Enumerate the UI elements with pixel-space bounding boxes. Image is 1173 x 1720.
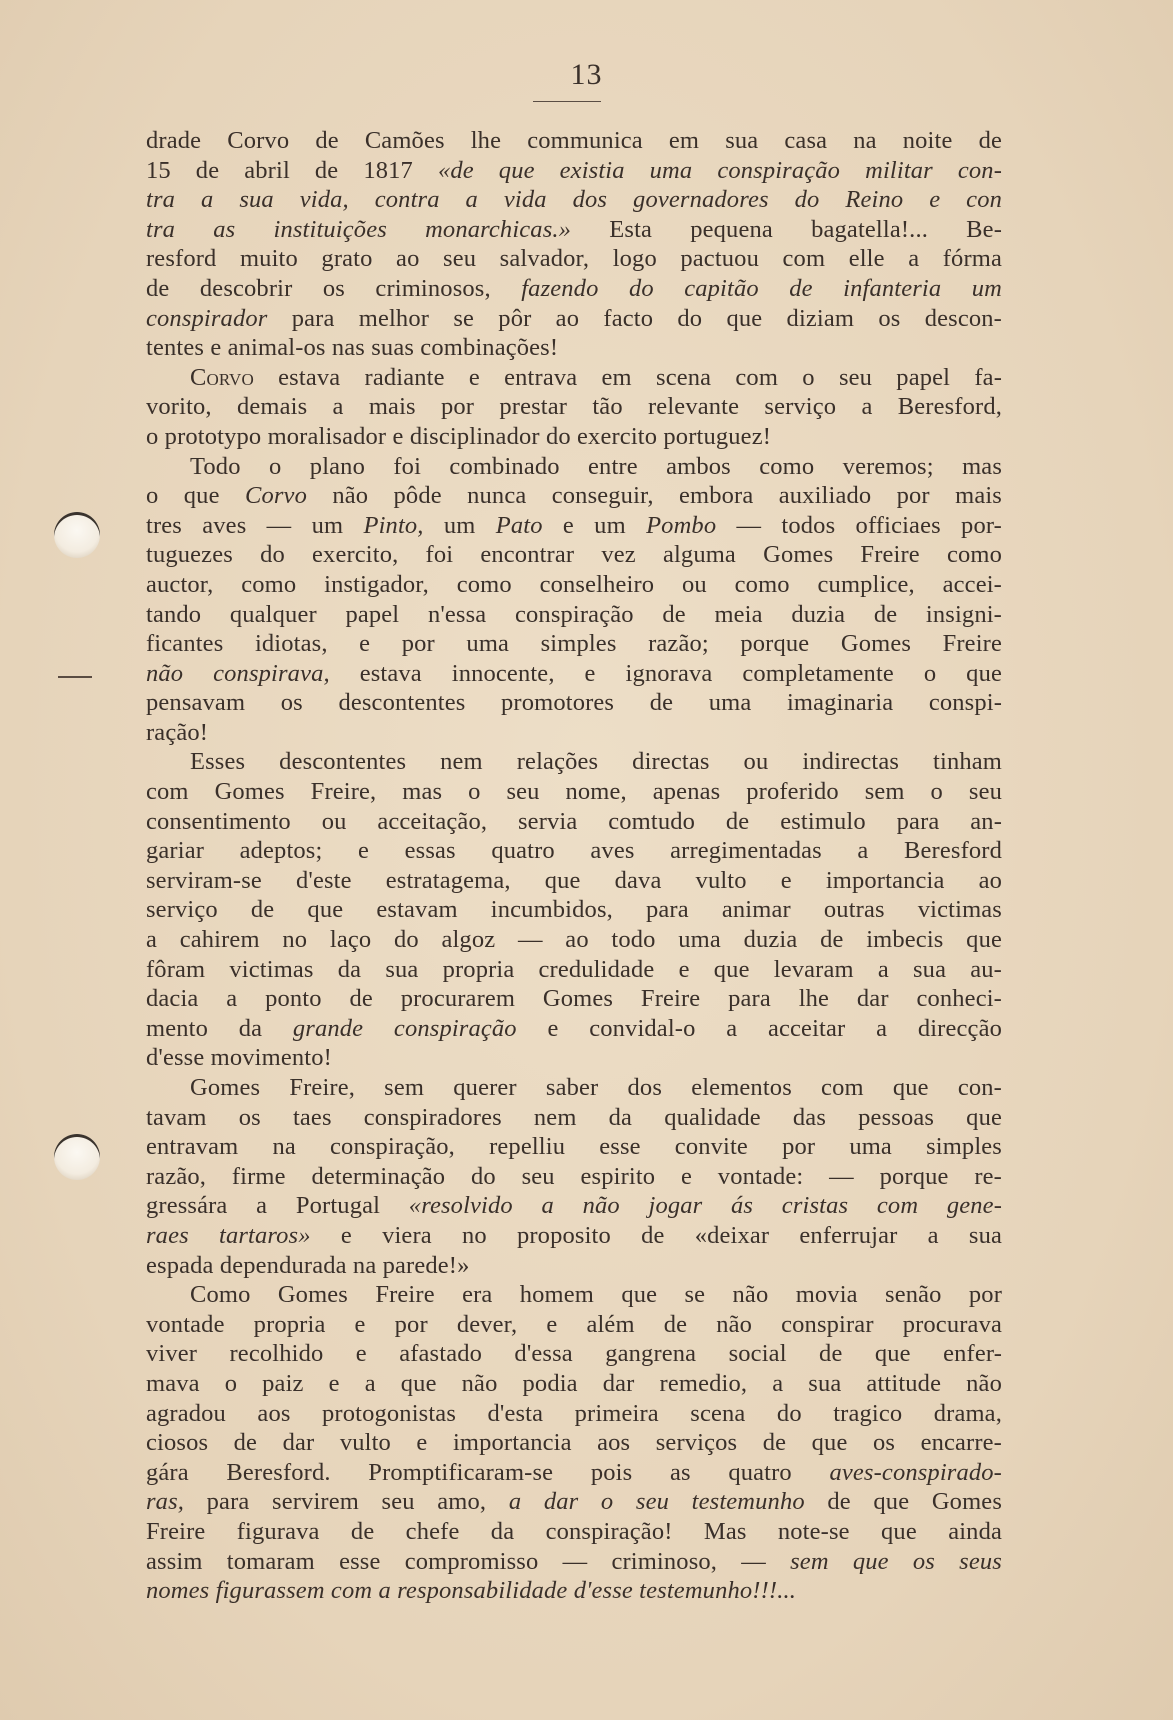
text-run: e um	[542, 511, 647, 539]
text-run: — todos officiaes por-	[716, 511, 1002, 539]
text-line	[146, 1339, 1002, 1369]
text-line	[146, 1103, 1002, 1133]
text-run: Corvo	[190, 363, 254, 391]
text-run: tando qualquer papel n'essa conspiração de meia duzia de insigni-	[146, 600, 1002, 628]
text-line	[146, 363, 1002, 393]
text-line	[146, 481, 1002, 511]
text-line	[146, 836, 1002, 866]
text-run: assim tomaram esse compromisso — criminoso, —	[146, 1547, 791, 1575]
text-line	[146, 1043, 1002, 1073]
text-run: ras,	[146, 1488, 185, 1516]
text-run: Gomes Freire, sem querer saber dos elementos com que con-	[190, 1074, 1002, 1101]
text-run: Esta pequena bagatella!... Be-	[571, 215, 1003, 243]
margin-mark	[58, 676, 92, 678]
body-text	[146, 126, 1002, 1606]
text-line	[146, 1458, 1002, 1488]
text-run: auctor, como instigador, como conselheiro ou como cumplice, accei-	[146, 570, 1002, 598]
text-line	[146, 452, 1002, 482]
page-number: 13	[570, 58, 603, 91]
text-run: Pinto,	[363, 511, 424, 539]
text-run: aves-conspirado-	[829, 1458, 1002, 1486]
text-run: 15 de abril de 1817	[146, 156, 438, 184]
text-line	[146, 1162, 1002, 1192]
text-run: Pombo	[646, 511, 717, 539]
text-run: e convidal-o a acceitar a direcção	[516, 1014, 1002, 1042]
text-run: consentimento ou acceitação, servia comtudo de estimulo para an-	[146, 807, 1002, 835]
text-run: gariar adeptos; e essas quatro aves arregimentadas a Beresford	[146, 837, 1002, 865]
text-run: de descobrir os criminosos,	[146, 274, 522, 302]
text-run: ração!	[146, 718, 209, 746]
page-number-rule	[533, 101, 601, 102]
text-line	[146, 629, 1002, 659]
text-line	[146, 1428, 1002, 1458]
text-run: entravam na conspiração, repelliu esse convite por uma simples	[146, 1133, 1002, 1161]
text-run: resford muito grato ao seu salvador, logo pactuou com elle a fórma	[146, 245, 1002, 273]
text-line	[146, 570, 1002, 600]
text-run: d'esse movimento!	[146, 1044, 332, 1072]
text-run: ciosos de dar vulto e importancia aos serviços de que os encarre-	[146, 1429, 1002, 1457]
text-line	[146, 333, 1002, 363]
text-line	[146, 1310, 1002, 1340]
text-run: tuguezes do exercito, foi encontrar vez alguma Gomes Freire como	[146, 541, 1002, 569]
text-run: para melhor se pôr ao facto do que diziam os descon-	[267, 304, 1002, 332]
text-run: «de que existia uma conspiração militar con-	[437, 156, 1002, 184]
text-run: nomes figurassem com a responsabilidade d'esse testemunho!!!...	[146, 1577, 797, 1605]
text-line	[146, 955, 1002, 985]
text-run: tra a sua vida, contra a vida dos governadores do Reino e con	[146, 186, 1002, 214]
text-run: raes tartaros»	[146, 1221, 311, 1249]
text-line	[146, 304, 1002, 334]
text-line	[146, 540, 1002, 570]
text-run: vontade propria e por dever, e além de não conspirar procurava	[146, 1310, 1002, 1338]
text-run: para servirem seu amo,	[184, 1488, 509, 1516]
text-line	[146, 659, 1002, 689]
text-run: vorito, demais a mais por prestar tão relevante serviço a Beresford,	[146, 393, 1002, 421]
text-line	[146, 925, 1002, 955]
text-line	[146, 1221, 1002, 1251]
text-run: mava o paiz e a que não podia dar remedio, a sua attitude não	[146, 1369, 1002, 1397]
text-run: Como Gomes Freire era homem que se não movia senão por	[190, 1281, 1002, 1309]
text-run: tavam os taes conspiradores nem da qualidade das pessoas que	[146, 1103, 1002, 1131]
text-line	[146, 1576, 1002, 1606]
text-line	[146, 1073, 1002, 1103]
text-line	[146, 215, 1002, 245]
text-line	[146, 747, 1002, 777]
text-line	[146, 718, 1002, 748]
text-run: mento da	[146, 1014, 293, 1042]
text-line	[146, 126, 1002, 156]
text-run: não conspirava,	[146, 659, 330, 687]
punch-hole-bottom	[54, 1134, 100, 1180]
text-run: com Gomes Freire, mas o seu nome, apenas proferido sem o seu	[146, 778, 1002, 806]
text-line	[146, 392, 1002, 422]
text-line	[146, 422, 1002, 452]
text-run: «resolvido a não jogar ás cristas com gene-	[408, 1192, 1003, 1220]
text-run: um	[423, 511, 496, 539]
text-line	[146, 1132, 1002, 1162]
text-run: a cahirem no laço do algoz — ao todo uma duzia de imbecis que	[146, 926, 1002, 954]
text-line	[146, 688, 1002, 718]
text-run: Todo o plano foi combinado entre ambos como veremos; mas	[190, 452, 1002, 480]
text-line	[146, 1280, 1002, 1310]
text-line	[146, 1547, 1002, 1577]
text-run: conspirador	[146, 304, 268, 332]
text-line	[146, 1369, 1002, 1399]
text-run: agradou aos protogonistas d'esta primeira scena do tragico drama,	[146, 1399, 1002, 1427]
text-line	[146, 866, 1002, 896]
text-run: estava innocente, e ignorava completamente o que	[329, 659, 1003, 687]
text-run: tres aves — um	[146, 511, 364, 539]
text-run: não pôde nunca conseguir, embora auxiliado por mais	[306, 482, 1002, 510]
text-run: viver recolhido e afastado d'essa gangrena social de que enfer-	[146, 1340, 1002, 1368]
text-run: a dar o seu testemunho	[508, 1488, 805, 1516]
text-line	[146, 1487, 1002, 1517]
text-run: o que	[146, 482, 245, 510]
text-line	[146, 807, 1002, 837]
text-run: fôram victimas da sua propria credulidade e que levaram a sua au-	[146, 955, 1002, 983]
text-line	[146, 777, 1002, 807]
text-line	[146, 274, 1002, 304]
text-run: estava radiante e entrava em scena com o seu papel fa-	[253, 363, 1002, 391]
text-run: razão, firme determinação do seu espirito e vontade: — porque re-	[146, 1162, 1002, 1190]
text-line	[146, 895, 1002, 925]
text-line	[146, 600, 1002, 630]
text-line	[146, 156, 1002, 186]
text-run: grande conspiração	[292, 1014, 517, 1042]
text-run: Esses descontentes nem relações directas ou indirectas tinham	[190, 748, 1002, 776]
text-run: ficantes idiotas, e por uma simples razão; porque Gomes Freire	[146, 630, 1002, 658]
text-line	[146, 984, 1002, 1014]
text-run: serviço de que estavam incumbidos, para animar outras victimas	[146, 896, 1002, 924]
text-run: fazendo do capitão de infanteria um	[521, 274, 1002, 302]
text-run: espada dependurada na parede!»	[146, 1251, 470, 1279]
punch-hole-top	[54, 512, 100, 558]
text-run: tentes e animal-os nas suas combinações!	[146, 334, 559, 362]
text-line	[146, 244, 1002, 274]
text-run: Freire figurava de chefe da conspiração! Mas note-se que ainda	[146, 1517, 1002, 1545]
text-run: tra as instituições monarchicas.»	[146, 215, 572, 243]
text-run: sem que os seus	[790, 1547, 1002, 1575]
text-run: drade Corvo de Camões lhe communica em sua casa na noite de	[146, 127, 1002, 154]
text-run: o prototypo moralisador e disciplinador do exercito portuguez!	[146, 422, 772, 450]
text-run: serviram-se d'este estratagema, que dava vulto e importancia ao	[146, 866, 1002, 894]
text-run: Pato	[495, 511, 543, 539]
text-run: Corvo	[244, 482, 307, 510]
text-run: gára Beresford. Promptificaram-se pois as quatro	[146, 1458, 830, 1486]
text-line	[146, 1014, 1002, 1044]
text-run: gressára a Portugal	[146, 1192, 409, 1220]
text-run: pensavam os descontentes promotores de uma imaginaria conspi-	[146, 689, 1002, 717]
text-line	[146, 511, 1002, 541]
text-line	[146, 1399, 1002, 1429]
text-line	[146, 1191, 1002, 1221]
text-line	[146, 1251, 1002, 1281]
text-line	[146, 1517, 1002, 1547]
text-run: e viera no proposito de «deixar enferrujar a sua	[310, 1221, 1002, 1249]
text-line	[146, 185, 1002, 215]
text-run: dacia a ponto de procurarem Gomes Freire para lhe dar conheci-	[146, 985, 1002, 1013]
text-run: de que Gomes	[804, 1488, 1002, 1516]
